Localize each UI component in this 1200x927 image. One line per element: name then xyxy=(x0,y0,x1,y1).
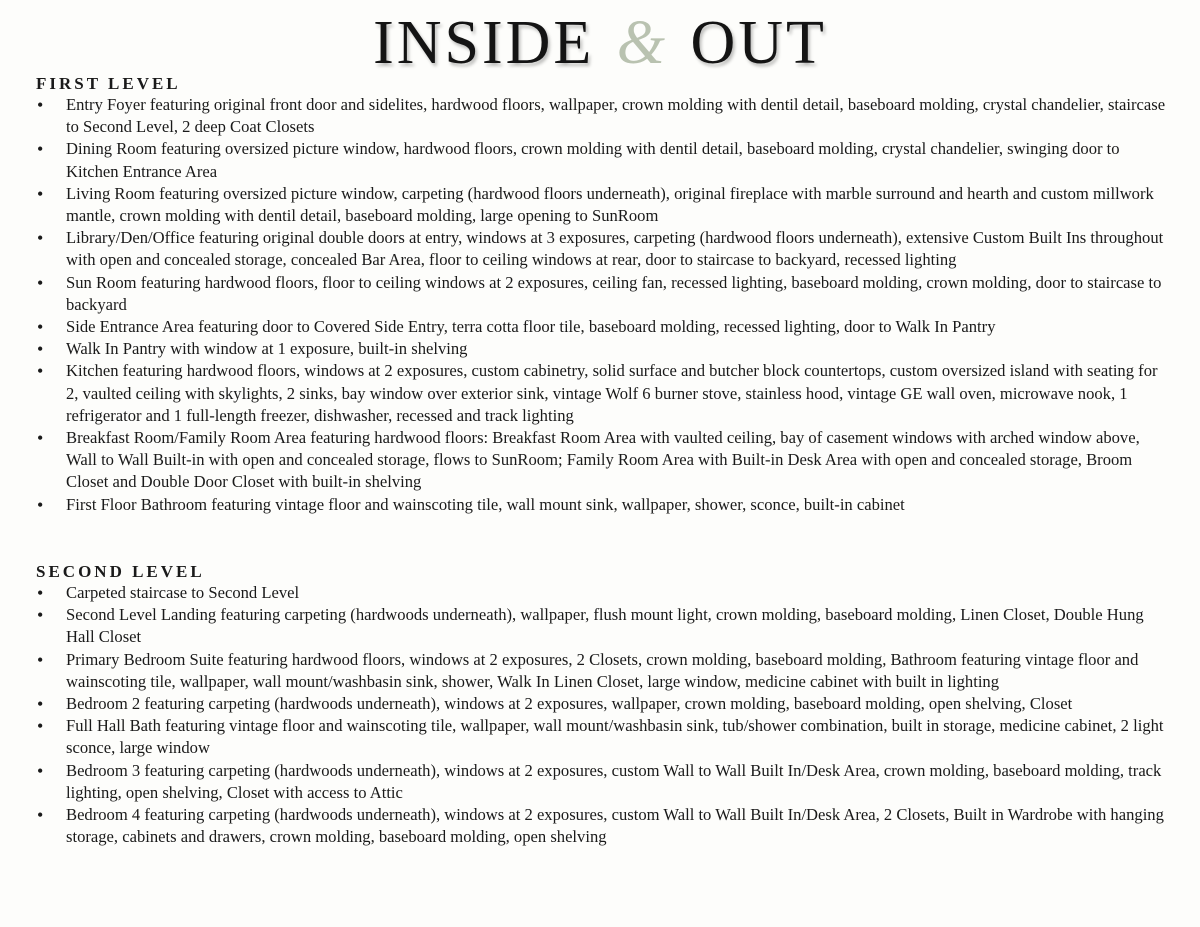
title-ampersand: & xyxy=(616,9,668,77)
list-item: • Entry Foyer featuring original front door and sidelites, hardwood floors, wallpaper, crown molding with dentil detail, baseboard molding, crystal chandelier, staircase to Second Level, 2 deep Coat Closets xyxy=(36,94,1166,138)
list-item: • First Floor Bathroom featuring vintage floor and wainscoting tile, wall mount sink, wallpaper, shower, sconce, built-in cabinet xyxy=(36,494,1166,516)
list-item: • Living Room featuring oversized picture window, carpeting (hardwood floors underneath), original fireplace with marble surround and hearth and custom millwork mantle, crown molding with dentil detail, baseboard molding, large opening to SunRoom xyxy=(36,183,1166,227)
list-item: • Primary Bedroom Suite featuring hardwood floors, windows at 2 exposures, 2 Closets, crown molding, baseboard molding, Bathroom featuring vintage floor and wainscoting tile, wallpaper, wall mount/washbasin sink, shower, Walk In Linen Closet, large window, medicine cabinet with built in lighting xyxy=(36,649,1166,693)
list-item: • Sun Room featuring hardwood floors, floor to ceiling windows at 2 exposures, ceiling fan, recessed lighting, baseboard molding, crown molding, door to staircase to backyard xyxy=(36,272,1166,316)
list-item: • Breakfast Room/Family Room Area featuring hardwood floors: Breakfast Room Area with vaulted ceiling, bay of casement windows with arched window above, Wall to Wall Built-in with open and concealed storage, flows to SunRoom; Family Room Area with Built-in Desk Area with open and concealed storage, Broom Closet and Double Door Closet with built-in shelving xyxy=(36,427,1166,494)
list-item: • Full Hall Bath featuring vintage floor and wainscoting tile, wallpaper, wall mount/washbasin sink, tub/shower combination, built in storage, medicine cabinet, 2 light sconce, large window xyxy=(36,715,1166,759)
first-level-list xyxy=(36,94,1166,516)
title-out: OUT xyxy=(690,9,827,77)
list-item: • Bedroom 2 featuring carpeting (hardwoods underneath), windows at 2 exposures, wallpaper, crown molding, baseboard molding, open shelving, Closet xyxy=(36,693,1166,715)
second-level-list xyxy=(36,582,1166,848)
list-item: • Bedroom 4 featuring carpeting (hardwoods underneath), windows at 2 exposures, custom Wall to Wall Built In/Desk Area, 2 Closets, Built in Wardrobe with hanging storage, cabinets and drawers, crown molding, baseboard molding, open shelving xyxy=(36,804,1166,848)
list-item: • Bedroom 3 featuring carpeting (hardwoods underneath), windows at 2 exposures, custom Wall to Wall Built In/Desk Area, crown molding, baseboard molding, track lighting, open shelving, Closet with access to Attic xyxy=(36,760,1166,804)
first-level-heading: FIRST LEVEL xyxy=(36,74,181,93)
page-title xyxy=(0,10,1200,76)
list-item: • Carpeted staircase to Second Level xyxy=(36,582,1166,604)
list-item: • Walk In Pantry with window at 1 exposure, built-in shelving xyxy=(36,338,1166,360)
title-inside: INSIDE xyxy=(373,9,595,77)
list-item: • Side Entrance Area featuring door to Covered Side Entry, terra cotta floor tile, baseboard molding, recessed lighting, door to Walk In Pantry xyxy=(36,316,1166,338)
list-item: • Library/Den/Office featuring original double doors at entry, windows at 3 exposures, carpeting (hardwood floors underneath), extensive Custom Built Ins throughout with open and concealed storage, concealed Bar Area, floor to ceiling windows at rear, door to staircase to backyard, recessed lighting xyxy=(36,227,1166,271)
second-level-heading: SECOND LEVEL xyxy=(36,562,205,581)
list-item: • Dining Room featuring oversized picture window, hardwood floors, crown molding with dentil detail, baseboard molding, crystal chandelier, swinging door to Kitchen Entrance Area xyxy=(36,138,1166,182)
list-item: • Second Level Landing featuring carpeting (hardwoods underneath), wallpaper, flush mount light, crown molding, baseboard molding, Linen Closet, Double Hung Hall Closet xyxy=(36,604,1166,648)
list-item: • Kitchen featuring hardwood floors, windows at 2 exposures, custom cabinetry, solid surface and butcher block countertops, custom oversized island with seating for 2, vaulted ceiling with skylights, 2 sinks, bay window over exterior sink, vintage Wolf 6 burner stove, stainless hood, vintage GE wall oven, microwave nook, 1 refrigerator and 1 full-length freezer, dishwasher, recessed and track lighting xyxy=(36,360,1166,427)
